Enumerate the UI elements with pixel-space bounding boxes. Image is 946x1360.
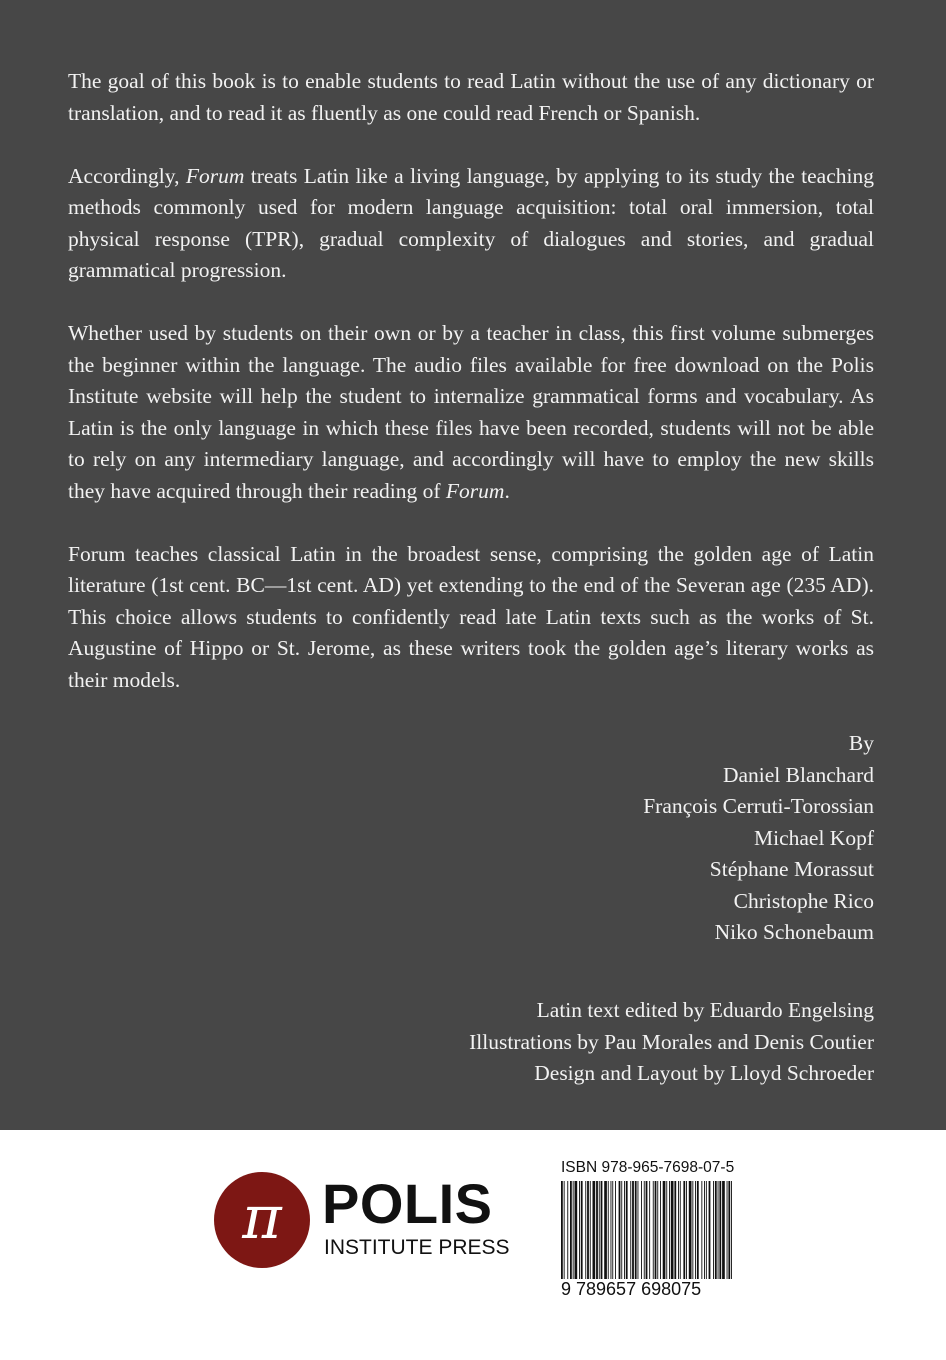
barcode-bar [564,1181,565,1287]
barcode-bar [719,1181,721,1287]
barcode-bar [621,1181,622,1287]
author-name: Christophe Rico [733,888,874,913]
barcode-bar [593,1181,596,1287]
barcode-bar [630,1181,631,1287]
paragraph-1: The goal of this book is to enable students to read Latin without the use of any dictionary or translation, and to read it as fluently as one could read French or Spanish. [68,69,874,125]
barcode-bar [669,1181,670,1287]
barcode-bar [692,1181,693,1287]
barcode-bar [635,1181,637,1287]
barcode-icon [557,1181,737,1291]
barcode-bar [701,1181,702,1287]
pi-icon [214,1172,310,1268]
credit-line: Latin text edited by Eduardo Engelsing [536,998,874,1022]
barcode-bar [619,1181,621,1287]
isbn-label: ISBN 978-965-7698-07-5 [561,1159,735,1176]
credit-line: Illustrations by Pau Morales and Denis Coutier [469,1029,874,1054]
author-list [643,728,874,949]
barcode-bar [715,1181,717,1287]
by-label: By [848,731,874,755]
barcode-digits: 9 789657 698075 [561,1279,735,1299]
barcode-bar [722,1181,725,1287]
barcode-bar [653,1181,654,1287]
barcode-bar [567,1181,568,1287]
barcode-bar [660,1181,661,1287]
author-name: François Cerruti-Torossian [643,794,874,818]
title-italic: Forum [185,163,245,188]
barcode-bar [674,1181,676,1287]
barcode-bar [686,1181,687,1287]
barcode-bar [683,1181,685,1287]
barcode-bar [599,1181,600,1287]
barcode-bar [587,1181,589,1287]
barcode-bar [706,1181,707,1287]
barcode-bar [561,1181,563,1287]
credit-line: Design and Layout by Lloyd Schroeder [534,1061,874,1085]
paragraph-2: Accordingly, Forum treats Latin like a living language, by applying to its study the teaching methods commonly used for modern language acquisition: total oral immersion, total physical response (TPR), gradual complexity of dialogues and stories, and gradual grammatical progression. [68,163,874,282]
barcode-bar [581,1181,583,1287]
barcode-bar [695,1181,696,1287]
barcode-bar [649,1181,650,1287]
barcode-bar [666,1181,667,1287]
barcode-bar [641,1181,642,1287]
barcode-bar [713,1181,714,1287]
barcode-bar [604,1181,607,1287]
publisher-logo [214,1172,514,1272]
barcode-bar [731,1181,732,1287]
barcode-bar [596,1181,598,1287]
barcode-bar [709,1181,711,1287]
barcode-bar [573,1181,574,1287]
barcode-bar [624,1181,625,1287]
barcode-bar [655,1181,657,1287]
publisher-subtitle: INSTITUTE PRESS [324,1236,510,1259]
barcode-bar [579,1181,580,1287]
barcode-bar [626,1181,628,1287]
barcode-bar [671,1181,674,1287]
barcode-bar [718,1181,719,1287]
barcode-bar [663,1181,666,1287]
barcode-bar [680,1181,681,1287]
barcode-bar [612,1181,613,1287]
barcode-bar [638,1181,639,1287]
credits [469,995,874,1090]
barcode-bar [657,1181,658,1287]
description [68,66,874,728]
author-name: Daniel Blanchard [722,762,874,787]
barcode-bar [678,1181,679,1287]
barcode-bar [728,1181,730,1287]
paragraph-4: Forum teaches classical Latin in the broadest sense, comprising the golden age of Latin literature (1st cent. BC—1st cent. AD) yet extending to the end of the Severan age (235 AD). This choice allows students to confidently read late Latin texts such as the works of St. Augustine of Hippo or St. Jerome, as these writers took the golden age’s literary works as their models. [68,541,874,692]
author-name: Niko Schonebaum [714,920,874,944]
author-name: Stéphane Morassut [709,857,874,881]
barcode-bar [704,1181,705,1287]
barcode-bar [646,1181,648,1287]
barcode-bar [727,1181,728,1287]
barcode-bar [697,1181,699,1287]
barcode-bar [601,1181,603,1287]
barcode-bar [585,1181,586,1287]
barcode-bar [632,1181,634,1287]
barcode-bar [608,1181,609,1287]
barcode-bar [570,1181,572,1287]
title-italic: Forum [445,478,505,503]
barcode-bar [575,1181,578,1287]
barcode-bar [689,1181,692,1287]
isbn-barcode-block [557,1159,737,1309]
barcode-bar [615,1181,616,1287]
publisher-name: POLIS [322,1172,493,1235]
barcode-bar [644,1181,645,1287]
barcode-bar [611,1181,612,1287]
paragraph-3: Whether used by students on their own or by a teacher in class, this first volume submerges the beginner within the language. The audio files available for free download on the Polis Institute website will help the student to internalize grammatical forms and vocabulary. As Latin is the only language in which these files have been recorded, students will not be able to rely on any intermediary language, and accordingly will have to employ the new skills they have acquired through their reading of Forum. [68,321,874,503]
barcode-bar [590,1181,591,1287]
pi-symbol: π [242,1183,282,1253]
author-name: Michael Kopf [753,825,874,850]
